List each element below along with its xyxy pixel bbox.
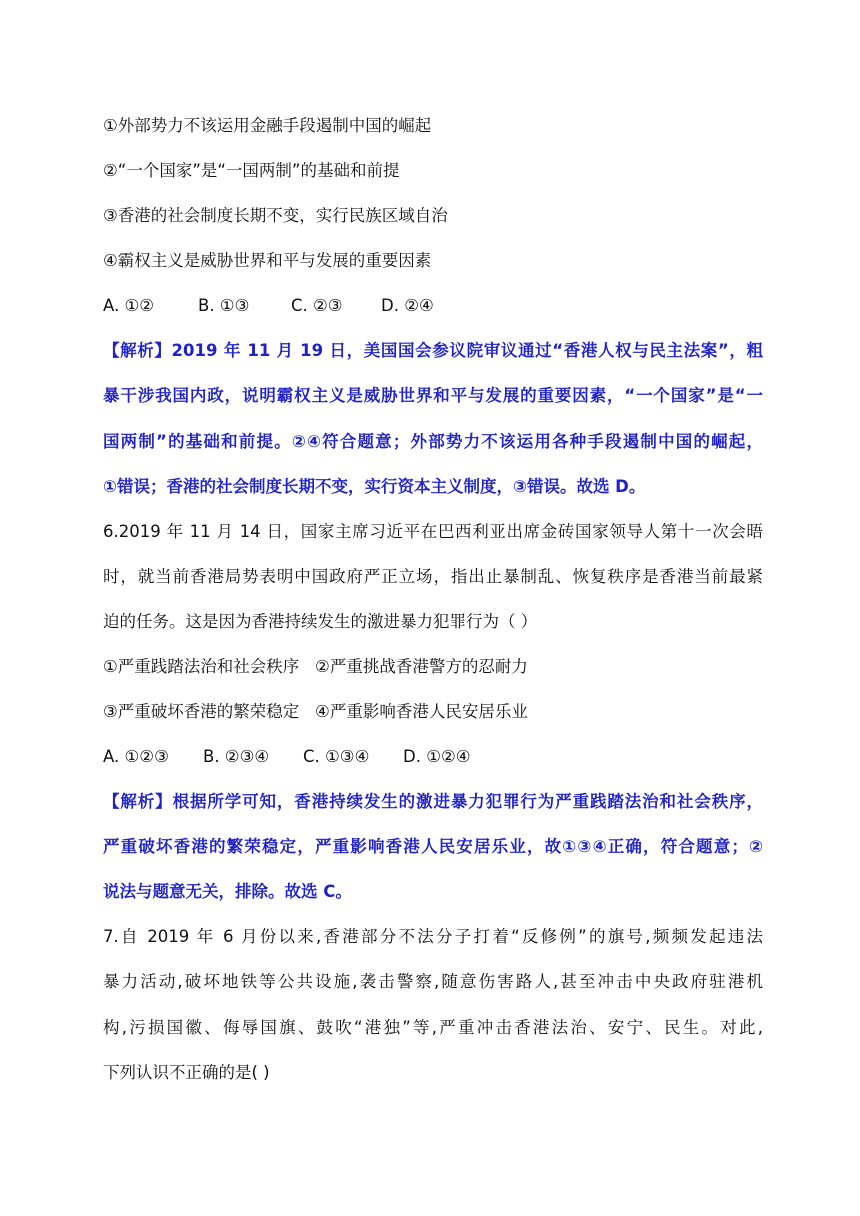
q5-choice-c: C. ②③ (291, 296, 343, 315)
q6-stem-line-1: 6.2019 年 11 月 14 日，国家主席习近平在巴西利亚出席金砖国家领导人第十一次会晤 (103, 522, 763, 541)
q7-stem-line-1: 7.自 2019 年 6 月份以来,香港部分不法分子打着“反修例”的旗号,频频发起违法 (103, 927, 763, 946)
q5-option-3: ③香港的社会制度长期不变，实行民族区域自治 (103, 206, 448, 225)
q7-stem-line-3: 构,污损国徽、侮辱国旗、鼓吹“港独”等,严重冲击香港法治、安宁、民生。对此, (103, 1018, 763, 1037)
q5-analysis-line-1: 【解析】2019 年 11 月 19 日，美国国会参议院审议通过“香港人权与民主法案”，粗 (103, 341, 763, 360)
q5-choice-a: A. ①② (103, 296, 155, 315)
q6-stem-line-3: 迫的任务。这是因为香港持续发生的激进暴力犯罪行为（ ） (103, 612, 538, 631)
q5-option-2: ②“一个国家”是“一国两制”的基础和前提 (103, 161, 400, 180)
q6-options-line-2: ③严重破坏香港的繁荣稳定 ④严重影响香港人民安居乐业 (103, 702, 528, 721)
q5-option-4: ④霸权主义是威胁世界和平与发展的重要因素 (103, 251, 432, 270)
q5-analysis-line-4: ①错误；香港的社会制度长期不变，实行资本主义制度，③错误。故选 D。 (103, 477, 646, 496)
q5-choice-d: D. ②④ (381, 296, 434, 315)
q5-choice-b: B. ①③ (198, 296, 250, 315)
q6-analysis-line-1: 【解析】根据所学可知，香港持续发生的激进暴力犯罪行为严重践踏法治和社会秩序， (103, 792, 763, 811)
q6-choices (103, 745, 763, 769)
q6-choice-c: C. ①③④ (303, 747, 370, 766)
q7-stem-line-2: 暴力活动,破坏地铁等公共设施,袭击警察,随意伤害路人,甚至冲击中央政府驻港机 (103, 972, 763, 991)
q6-choice-a: A. ①②③ (103, 747, 169, 766)
q5-option-1: ①外部势力不该运用金融手段遏制中国的崛起 (103, 116, 432, 135)
q6-analysis-line-3: 说法与题意无关，排除。故选 C。 (103, 882, 352, 901)
q6-analysis-line-2: 严重破坏香港的繁荣稳定，严重影响香港人民安居乐业，故①③④正确，符合题意；② (103, 837, 763, 856)
q6-stem-line-2: 时，就当前香港局势表明中国政府严正立场，指出止暴制乱、恢复秩序是香港当前最紧 (103, 567, 763, 586)
q6-options-line-1: ①严重践踏法治和社会秩序 ②严重挑战香港警方的忍耐力 (103, 657, 528, 676)
q5-analysis-line-3: 国两制”的基础和前提。②④符合题意；外部势力不该运用各种手段遏制中国的崛起， (103, 432, 763, 451)
q5-analysis-line-2: 暴干涉我国内政，说明霸权主义是威胁世界和平与发展的重要因素，“一个国家”是“一 (103, 386, 763, 405)
q5-choices (103, 294, 763, 318)
q6-choice-b: B. ②③④ (203, 747, 270, 766)
q7-stem-line-4: 下列认识不正确的是( ) (103, 1063, 270, 1082)
q6-choice-d: D. ①②④ (403, 747, 471, 766)
